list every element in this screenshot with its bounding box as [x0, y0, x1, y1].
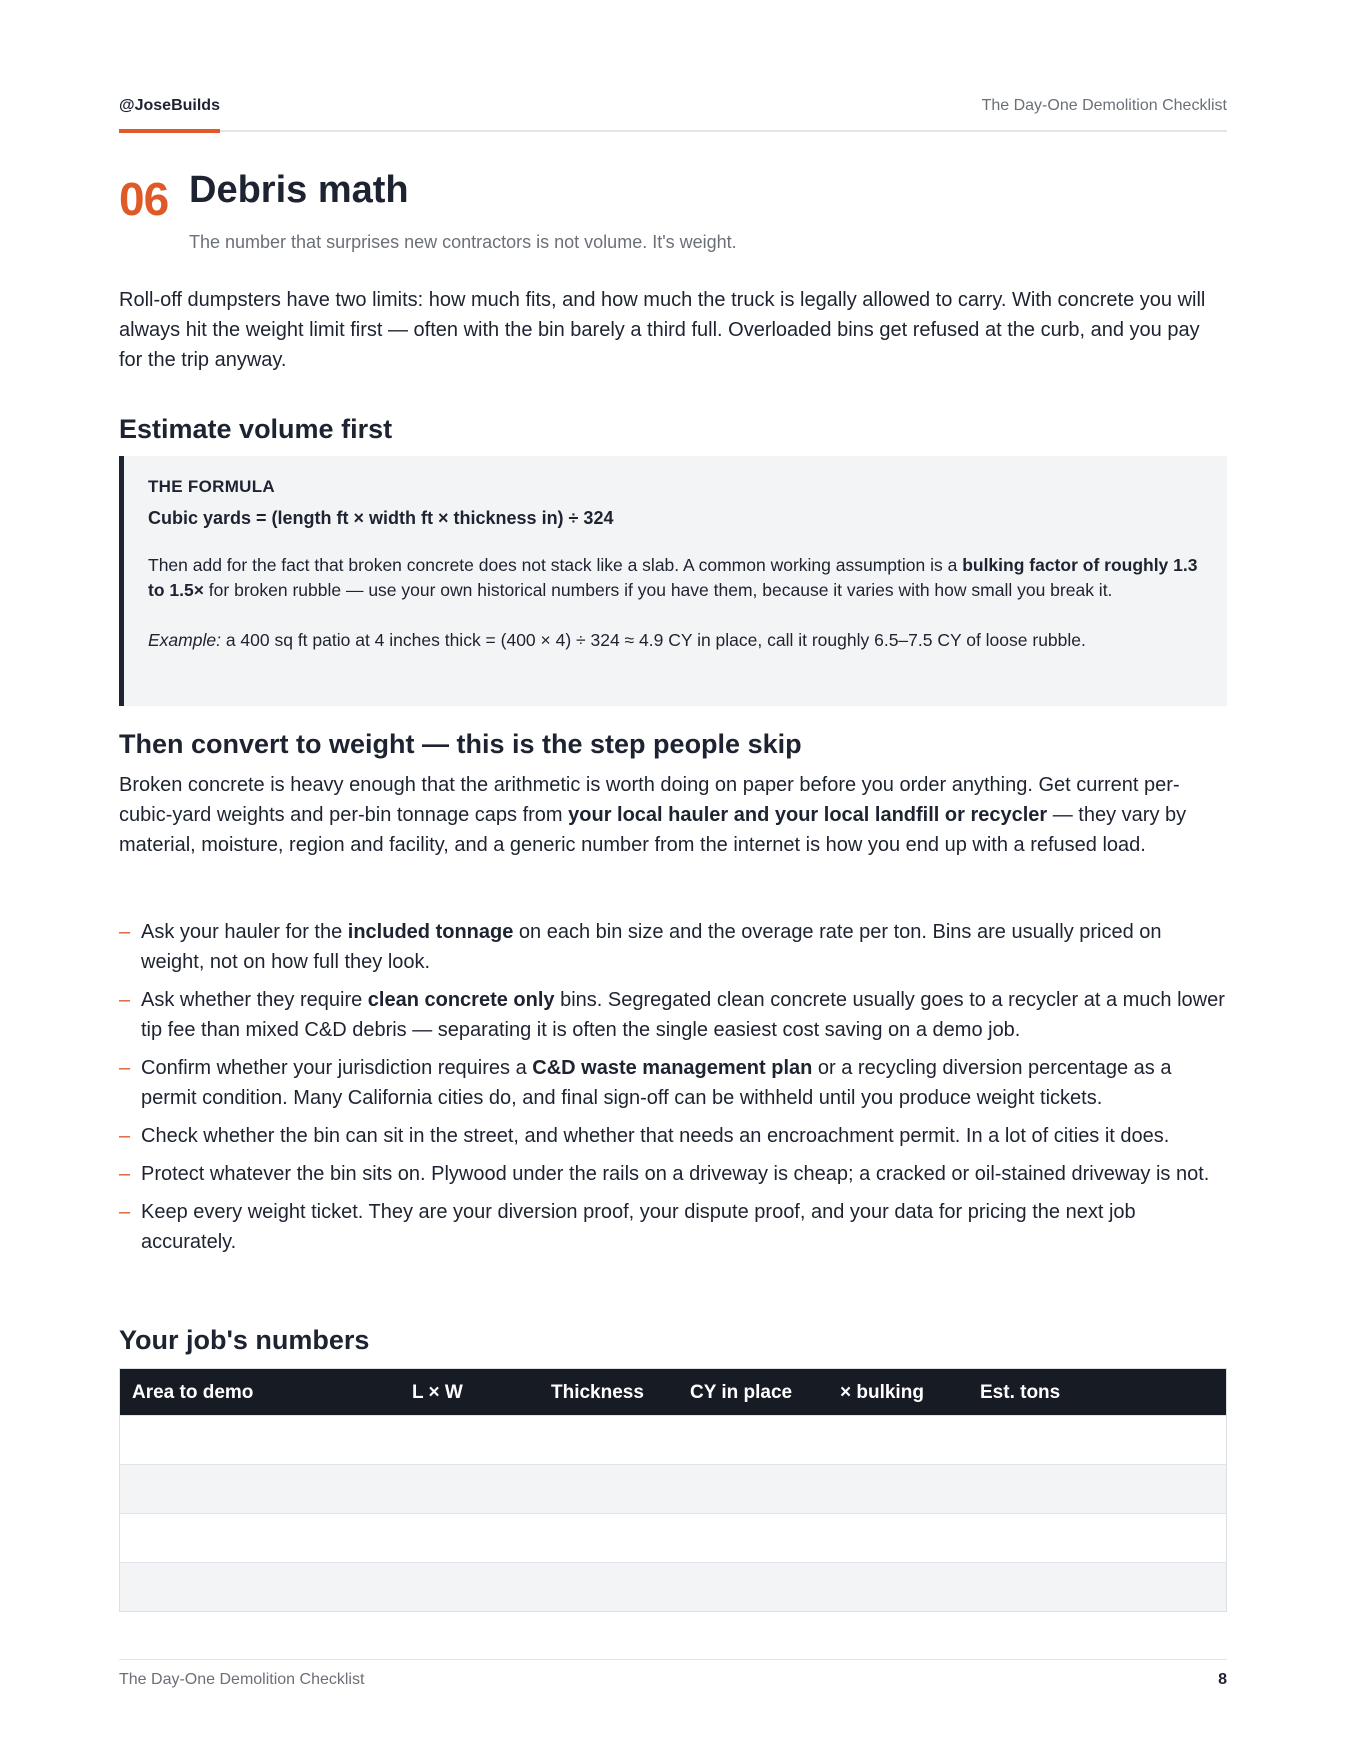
formula-example [148, 628, 1203, 653]
checklist-text-2: bins. Segregated clean concrete usually goes to a recycler at a much lower tip fee than mixed C&D debris — separating it is often the single easiest cost saving on a demo job. [141, 989, 1225, 1041]
checklist-item [119, 985, 1227, 1045]
checklist-text-2: or a recycling diversion percentage as a permit condition. Many California cities do, and final sign-off can be withheld until you produce weight tickets. [141, 1057, 1172, 1109]
checklist-text: Keep every weight ticket. They are your diversion proof, your dispute proof, and your data for pricing the next job accurately. [141, 1201, 1136, 1253]
table-body [120, 1415, 1226, 1611]
dash-bullet-icon: – [119, 989, 131, 1011]
section-subtitle: The number that surprises new contractors is not volume. It's weight. [189, 232, 737, 252]
job-numbers-table [119, 1368, 1227, 1612]
table-row[interactable] [120, 1464, 1226, 1513]
checklist-text: Ask your hauler for the [141, 921, 348, 943]
formula-label: THE FORMULA [148, 477, 276, 496]
checklist-text: Check whether the bin can sit in the street, and whether that needs an encroachment permit. In a lot of cities it does. [141, 1125, 1170, 1147]
checklist-emphasis: C&D waste management plan [532, 1057, 813, 1079]
checklist-item [119, 917, 1227, 977]
table-row[interactable] [120, 1562, 1226, 1611]
dash-bullet-icon: – [119, 1201, 131, 1223]
footer-doc-title: The Day-One Demolition Checklist [119, 1671, 365, 1688]
table-header [120, 1369, 1226, 1415]
header-accent-bar [119, 129, 220, 133]
dash-bullet-icon: – [119, 1125, 131, 1147]
section-title: Debris math [189, 169, 409, 211]
column-header: CY in place [690, 1382, 793, 1403]
job-numbers-heading: Your job's numbers [119, 1325, 370, 1355]
dash-bullet-icon: – [119, 1057, 131, 1079]
column-header: Thickness [551, 1382, 644, 1403]
convert-emphasis: your local hauler and your local landfill or recycler [568, 804, 1048, 826]
page-number: 8 [1218, 1671, 1227, 1688]
table-row[interactable] [120, 1415, 1226, 1464]
bulking-note-text-2: for broken rubble — use your own historical numbers if you have them, because it varies with how small you break it. [203, 580, 1113, 600]
checklist-text-2: on each bin size and the overage rate per ton. Bins are usually priced on weight, not on how full they look. [141, 921, 1162, 973]
formula-callout [119, 456, 1227, 706]
bulking-note [148, 553, 1203, 603]
checklist-item [119, 1053, 1227, 1113]
checklist-text: Protect whatever the bin sits on. Plywood under the rails on a driveway is cheap; a cracked or oil-stained driveway is not. [141, 1163, 1210, 1185]
running-header [119, 97, 1227, 133]
hauler-checklist [119, 917, 1227, 1265]
intro-paragraph: Roll-off dumpsters have two limits: how much fits, and how much the truck is legally allowed to carry. With concrete you will always hit the weight limit first — often with the bin barely a third full. Overloaded bins get refused at the curb, and you pay for the trip anyway. [119, 289, 1206, 371]
column-header: L × W [412, 1382, 463, 1403]
dash-bullet-icon: – [119, 1163, 131, 1185]
formula-equation: Cubic yards = (length ft × width ft × thickness in) ÷ 324 [148, 508, 614, 528]
column-header: × bulking [840, 1382, 924, 1403]
table-row[interactable] [120, 1513, 1226, 1562]
dash-bullet-icon: – [119, 921, 131, 943]
checklist-text: Ask whether they require [141, 989, 368, 1011]
section-number: 06 [119, 173, 169, 225]
column-header: Est. tons [980, 1382, 1061, 1403]
header-rule [119, 130, 1227, 132]
checklist-item [119, 1197, 1227, 1257]
convert-text-2: — they vary by material, moisture, region and facility, and a generic number from the internet is how you end up with a refused load. [119, 804, 1187, 856]
author-handle: @JoseBuilds [119, 97, 220, 114]
convert-heading: Then convert to weight — this is the step people skip [119, 729, 802, 759]
checklist-emphasis: included tonnage [347, 921, 514, 943]
convert-text: Broken concrete is heavy enough that the arithmetic is worth doing on paper before you order anything. Get current per-cubic-yard weights and per-bin tonnage caps from [119, 774, 1180, 826]
example-text: a 400 sq ft patio at 4 inches thick = (400 × 4) ÷ 324 ≈ 4.9 CY in place, call it roughly 6.5–7.5 CY of loose rubble. [220, 630, 1086, 650]
bulking-factor-emphasis: bulking factor of roughly 1.3 to 1.5× [148, 555, 1198, 600]
checklist-item [119, 1121, 1227, 1151]
column-header: Area to demo [132, 1382, 254, 1403]
example-label: Example: [148, 630, 221, 650]
estimate-heading: Estimate volume first [119, 414, 393, 444]
checklist-item [119, 1159, 1227, 1189]
convert-paragraph [119, 770, 1227, 860]
bulking-note-text: Then add for the fact that broken concrete does not stack like a slab. A common working assumption is a [148, 555, 963, 575]
footer-rule [119, 1659, 1227, 1660]
checklist-text: Confirm whether your jurisdiction requires a [141, 1057, 533, 1079]
checklist-emphasis: clean concrete only [367, 989, 555, 1011]
header-doc-title: The Day-One Demolition Checklist [981, 97, 1227, 114]
